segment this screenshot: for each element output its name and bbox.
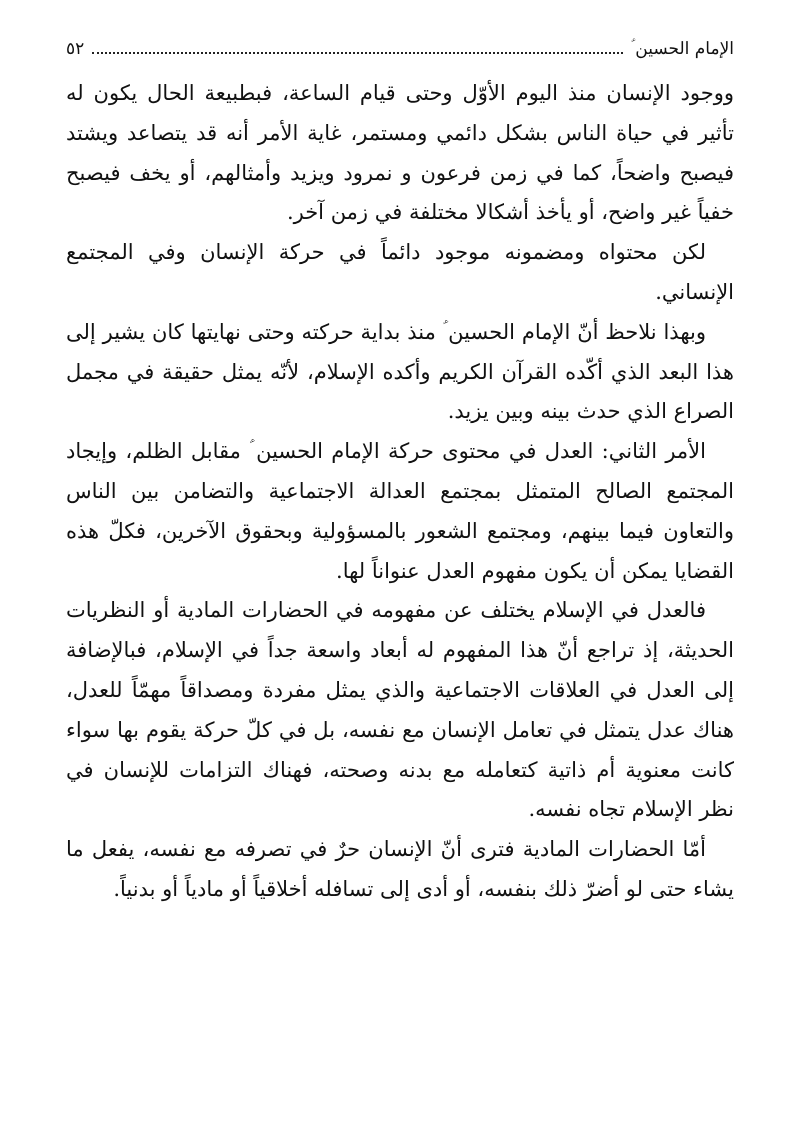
paragraph: فالعدل في الإسلام يختلف عن مفهومه في الحضارات المادية أو النظريات الحديثة، إذ تراجع أنّ هذا المفهوم له أبعاد واسعة جداً في الإسلام، فبالإضافة إلى العدل في العلاقات الاجتماعية والذي يمثل مفردة ومصداقاً مهمّاً للعدل، هناك عدل يتمثل في تعامل الإنسان مع نفسه، بل في كلّ حركة يقوم بها سواء كانت معنوية أم ذاتية كتعامله مع بدنه وصحته، فهناك التزامات للإنسان في نظر الإسلام تجاه نفسه. [66,598,734,822]
paragraph: وبهذا نلاحظ أنّ الإمام الحسين ؑ منذ بداية حركته وحتى نهايتها كان يشير إلى هذا البعد الذي أكّده القرآن الكريم وأكده الإسلام، لأنّه يمثل حقيقة في مجمل الصراع الذي حدث بينه وبين يزيد. [66,319,734,424]
running-header [66,28,734,60]
paragraph: أمّا الحضارات المادية فترى أنّ الإنسان حرٌ في تصرفه مع نفسه، يفعل ما يشاء حتى لو أضرّ ذلك بنفسه، أو أدى إلى تسافله أخلاقياً أو مادياً أو بدنياً. [66,837,734,901]
body-text [66,74,734,910]
paragraph: الأمر الثاني: العدل في محتوى حركة الإمام الحسين ؑ مقابل الظلم، وإيجاد المجتمع الصالح المتمثل بمجتمع العدالة الاجتماعية والتضامن بين الناس والتعاون فيما بينهم، ومجتمع الشعور بالمسؤولية وبحقوق الآخرين، فكلّ هذه القضايا يمكن أن يكون مفهوم العدل عنواناً لها. [66,439,734,583]
paragraph: ووجود الإنسان منذ اليوم الأوّل وحتى قيام الساعة، فبطبيعة الحال يكون له تأثير في حياة الناس بشكل دائمي ومستمر، غاية الأمر أنه قد يتصاعد ويشتد فيصبح واضحاً، كما في زمن فرعون و نمرود ويزيد وأمثالهم، أو يخف فيصبح خفياً غير واضح، أو يأخذ أشكالا مختلفة في زمن آخر. [66,81,734,225]
page-number: ٥٢ [66,39,85,59]
book-page [66,28,734,1118]
paragraph: لكن محتواه ومضمونه موجود دائماً في حركة الإنسان وفي المجتمع الإنساني. [66,240,734,304]
leader-dots [92,52,623,54]
running-title: الإمام الحسين ؑ [631,39,734,59]
